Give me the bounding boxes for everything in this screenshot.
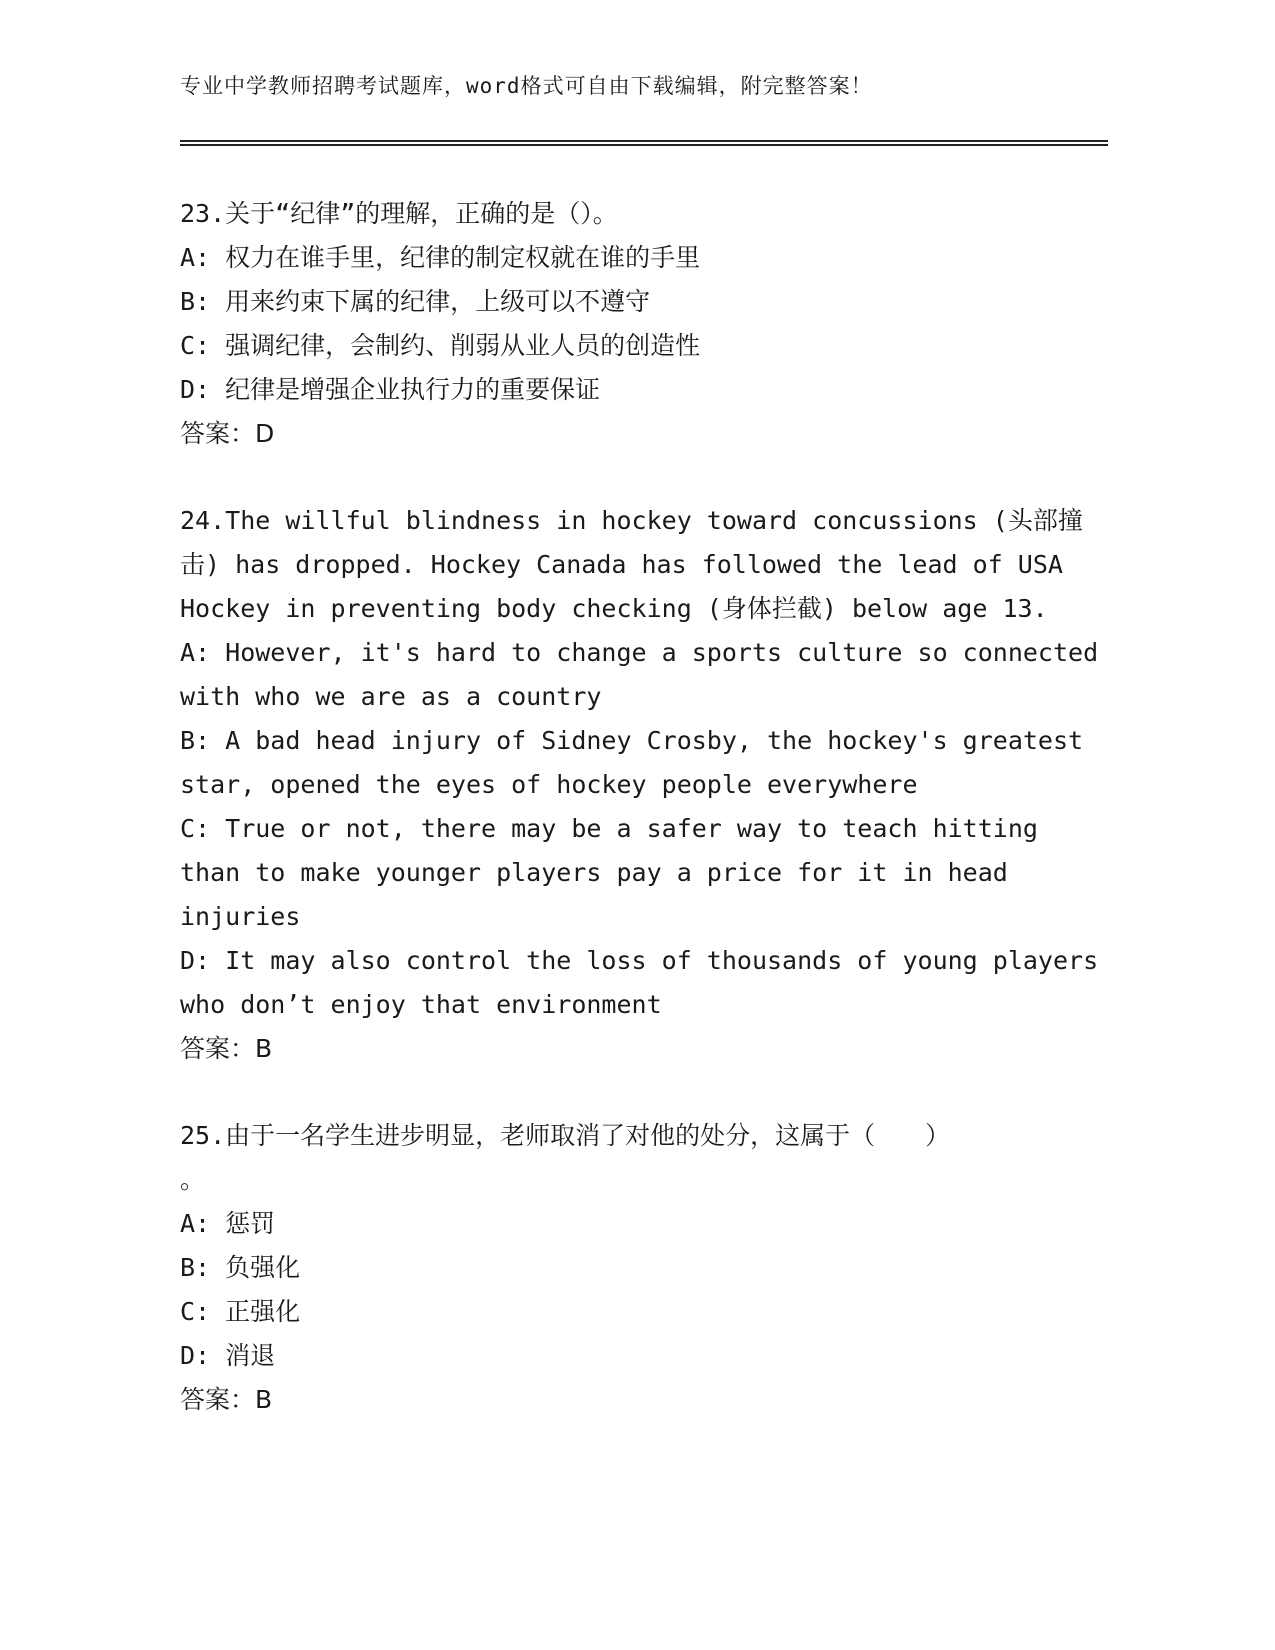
answer-value: B [255, 1385, 273, 1414]
option-c-line: injuries [180, 902, 301, 931]
page-header: 专业中学教师招聘考试题库，word格式可自由下载编辑，附完整答案！ [180, 74, 873, 98]
answer-value: B [255, 1034, 273, 1063]
option-d-line: D: It may also control the loss of thousands of young players [180, 946, 1099, 975]
answer-label: 答案： [180, 1034, 256, 1063]
question-stem-line: Hockey in preventing body checking (身体拦截) below age 13. [180, 594, 1048, 623]
question-24 [180, 499, 1099, 1071]
question-23 [180, 192, 1040, 456]
option-b: B: 用来约束下属的纪律，上级可以不遵守 [180, 287, 651, 316]
question-stem: 23.关于“纪律”的理解，正确的是（）。 [180, 199, 618, 228]
option-c: C: 正强化 [180, 1297, 301, 1326]
header-divider [180, 140, 1108, 146]
option-b-line: star, opened the eyes of hockey people everywhere [180, 770, 918, 799]
answer-label: 答案： [180, 419, 256, 448]
option-c: C: 强调纪律，会制约、削弱从业人员的创造性 [180, 331, 701, 360]
answer-value: D [255, 419, 275, 448]
answer-line [180, 1027, 1040, 1071]
option-d-line: who don’t enjoy that environment [180, 990, 662, 1019]
option-a: A: 权力在谁手里，纪律的制定权就在谁的手里 [180, 243, 701, 272]
answer-label: 答案： [180, 1385, 256, 1414]
option-a-line: with who we are as a country [180, 682, 602, 711]
option-b: B: 负强化 [180, 1253, 301, 1282]
option-c-line: than to make younger players pay a price for it in head [180, 858, 1008, 887]
option-d: D: 消退 [180, 1341, 276, 1370]
question-25 [180, 1114, 1040, 1422]
question-stem-line: 。 [180, 1165, 206, 1194]
question-stem-line: 24.The willful blindness in hockey toward concussions (头部撞 [180, 506, 1083, 535]
answer-line [180, 412, 1040, 456]
question-stem-line: 25.由于一名学生进步明显，老师取消了对他的处分，这属于（ ） [180, 1121, 951, 1150]
question-stem-line: 击) has dropped. Hockey Canada has followed the lead of USA [180, 550, 1063, 579]
option-a: A: 惩罚 [180, 1209, 276, 1238]
option-b-line: B: A bad head injury of Sidney Crosby, the hockey's greatest [180, 726, 1084, 755]
option-a-line: A: However, it's hard to change a sports culture so connected [180, 638, 1099, 667]
answer-line [180, 1378, 1040, 1422]
option-d: D: 纪律是增强企业执行力的重要保证 [180, 375, 601, 404]
option-c-line: C: True or not, there may be a safer way to teach hitting [180, 814, 1038, 843]
question-list [180, 192, 1099, 1465]
